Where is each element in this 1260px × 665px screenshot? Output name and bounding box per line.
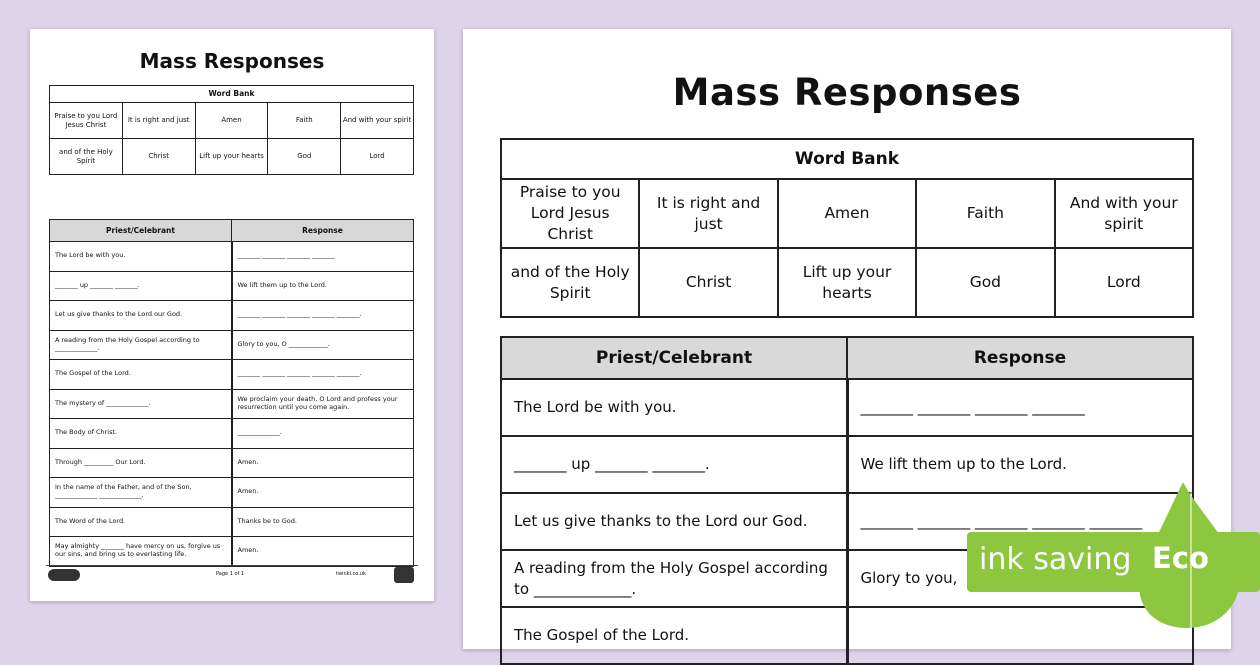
priest-cell: _______ up _______ _______. (50, 271, 232, 301)
table-row (50, 537, 414, 567)
priest-cell: Let us give thanks to the Lord our God. (501, 493, 847, 550)
word-bank-cell: Lord (1055, 248, 1193, 317)
response-cell: _______ _______ _______ _______ _______. (232, 301, 414, 331)
table-row (50, 330, 414, 360)
table-row (50, 271, 414, 301)
response-cell: Glory to you, (847, 550, 1193, 607)
thumbnail-footer (46, 565, 418, 585)
response-cell: _______ _______ _______ _______ _______. (232, 360, 414, 390)
site-credit: twinkl.co.uk (336, 571, 366, 577)
table-row (50, 507, 414, 537)
eco-mark: Eco (1152, 541, 1209, 575)
priest-cell: The Gospel of the Lord. (501, 607, 847, 664)
thumbnail-word-cell: Lift up your hearts (195, 139, 268, 175)
thumbnail-word-cell: and of the Holy Spirit (50, 139, 123, 175)
table-row (50, 448, 414, 478)
thumbnail-word-cell: Lord (341, 139, 414, 175)
thumbnail-header-response: Response (232, 220, 414, 242)
page-number: Page 1 of 1 (216, 571, 245, 577)
priest-cell: The Body of Christ. (50, 419, 232, 449)
worksheet-thumbnail (30, 29, 434, 601)
priest-cell: Through _________ Our Lord. (50, 448, 232, 478)
response-cell: _______ _______ _______ _______ (847, 379, 1193, 436)
table-row (50, 389, 414, 419)
thumbnail-word-cell: God (268, 139, 341, 175)
ink-saving-eco-badge (965, 480, 1260, 630)
word-bank-cell: Christ (639, 248, 777, 317)
priest-cell: May almighty _______ have mercy on us, forgive us our sins, and bring us to everlasting life. (50, 537, 232, 567)
priest-cell: The Gospel of the Lord. (50, 360, 232, 390)
table-row (50, 419, 414, 449)
ink-saving-label: ink saving (979, 542, 1132, 577)
table-row (50, 478, 414, 508)
thumbnail-word-cell: Praise to you Lord Jesus Christ (50, 103, 123, 139)
word-bank-cell: and of the Holy Spirit (501, 248, 639, 317)
priest-cell: The Word of the Lord. (50, 507, 232, 537)
thumbnail-word-cell: And with your spirit (341, 103, 414, 139)
thumbnail-word-cell: Christ (122, 139, 195, 175)
thumbnail-title: Mass Responses (139, 49, 325, 73)
thumbnail-responses-table (49, 219, 414, 567)
badge-icon (394, 567, 414, 583)
priest-cell: In the name of the Father, and of the Son, _____________ _____________. (50, 478, 232, 508)
response-cell: We lift them up to the Lord. (847, 436, 1193, 493)
word-bank-cell: And with your spirit (1055, 179, 1193, 248)
footer-divider (46, 565, 418, 566)
response-cell: Amen. (232, 537, 414, 567)
priest-cell: The Lord be with you. (501, 379, 847, 436)
table-row (501, 379, 1193, 436)
thumbnail-word-cell: Amen (195, 103, 268, 139)
table-row (50, 301, 414, 331)
word-bank-cell: It is right and just (639, 179, 777, 248)
response-cell: _____________. (232, 419, 414, 449)
response-cell: _______ _______ _______ _______ _______ (847, 493, 1193, 550)
word-bank-heading: Word Bank (501, 139, 1193, 179)
priest-cell: The Lord be with you. (50, 242, 232, 272)
word-bank-cell: Praise to you Lord Jesus Christ (501, 179, 639, 248)
word-bank-cell: Faith (916, 179, 1054, 248)
response-cell: Amen. (232, 478, 414, 508)
priest-cell: The mystery of _____________. (50, 389, 232, 419)
word-bank-table (500, 138, 1194, 318)
priest-cell: Let us give thanks to the Lord our God. (50, 301, 232, 331)
table-row (50, 242, 414, 272)
response-cell: Thanks be to God. (232, 507, 414, 537)
page-title: Mass Responses (672, 71, 1022, 114)
priest-cell: _______ up _______ _______. (501, 436, 847, 493)
response-cell: Glory to you, O ____________. (232, 330, 414, 360)
thumbnail-word-bank (49, 85, 414, 175)
response-cell: Amen. (232, 448, 414, 478)
priest-cell: A reading from the Holy Gospel according to _____________. (50, 330, 232, 360)
header-response: Response (847, 337, 1193, 379)
word-bank-cell: Amen (778, 179, 916, 248)
table-row (50, 360, 414, 390)
thumbnail-word-bank-heading: Word Bank (50, 86, 414, 103)
word-bank-cell: Lift up your hearts (778, 248, 916, 317)
thumbnail-word-cell: It is right and just (122, 103, 195, 139)
response-cell: We lift them up to the Lord. (232, 271, 414, 301)
thumbnail-header-priest: Priest/Celebrant (50, 220, 232, 242)
word-bank-cell: God (916, 248, 1054, 317)
header-priest-celebrant: Priest/Celebrant (501, 337, 847, 379)
response-cell: _______ _______ _______ _______ (232, 242, 414, 272)
priest-cell: A reading from the Holy Gospel according to _____________. (501, 550, 847, 607)
thumbnail-word-cell: Faith (268, 103, 341, 139)
brand-logo-icon (48, 569, 80, 581)
response-cell: We proclaim your death, O Lord and profess your resurrection until you come again. (232, 389, 414, 419)
